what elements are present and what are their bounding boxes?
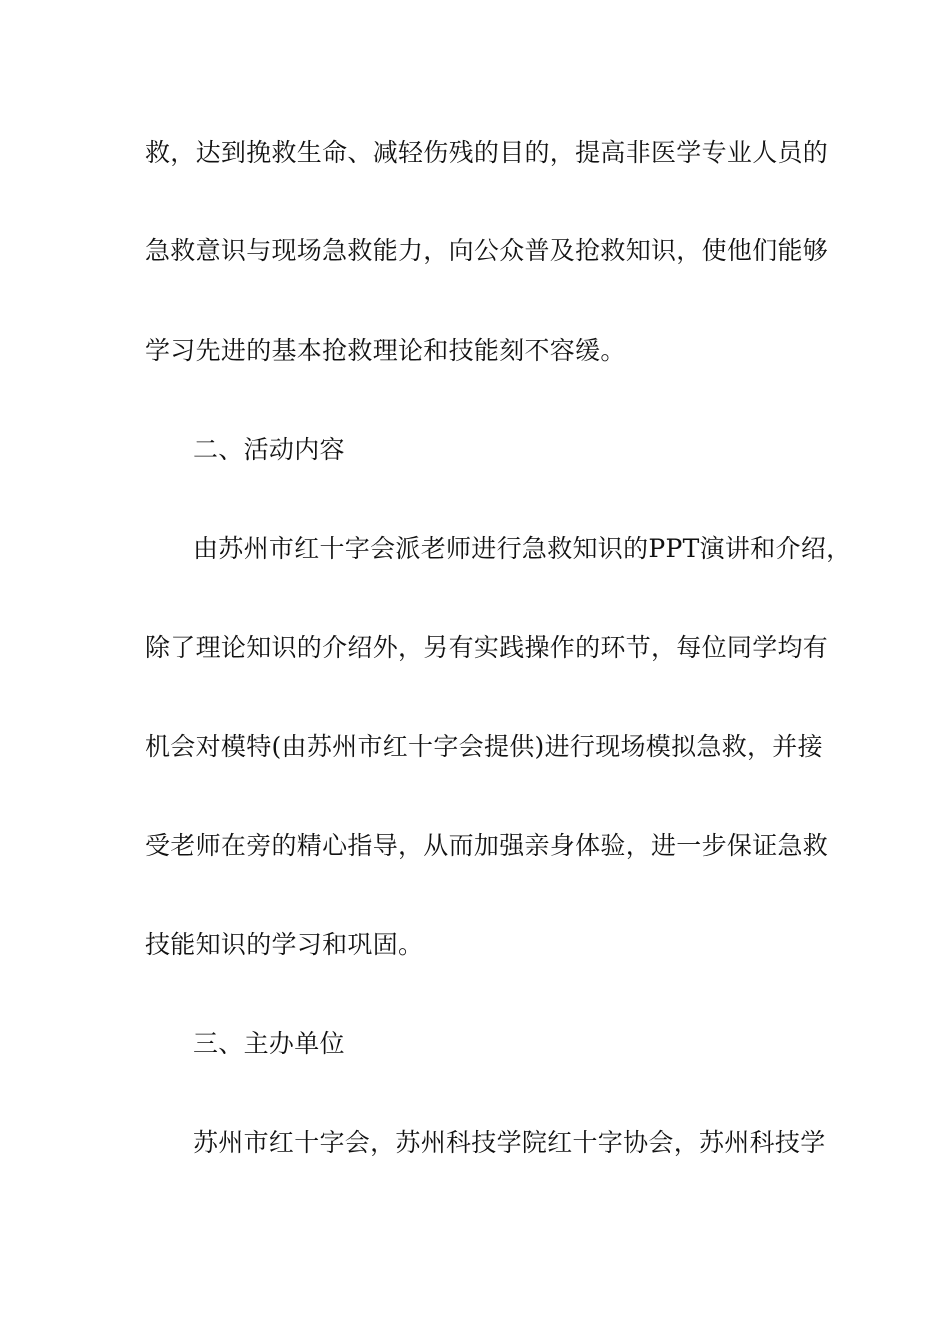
paragraph-line: 受老师在旁的精心指导，从而加强亲身体验，进一步保证急救	[145, 831, 829, 860]
paragraph-line: 急救意识与现场急救能力，向公众普及抢救知识，使他们能够	[145, 236, 829, 265]
paragraph-line: 由苏州市红十字会派老师进行急救知识的PPT演讲和介绍，	[193, 534, 852, 563]
paragraph-line: 除了理论知识的介绍外，另有实践操作的环节，每位同学均有	[145, 633, 829, 662]
paragraph-line: 救，达到挽救生命、减轻伤残的目的，提高非医学专业人员的	[145, 138, 829, 167]
section-heading: 三、主办单位	[193, 1029, 345, 1058]
section-heading: 二、活动内容	[193, 435, 345, 464]
paragraph-line: 技能知识的学习和巩固。	[145, 930, 424, 959]
paragraph-line: 苏州市红十字会，苏州科技学院红十字协会，苏州科技学	[193, 1128, 826, 1157]
paragraph-line: 学习先进的基本抢救理论和技能刻不容缓。	[145, 336, 626, 365]
paragraph-line: 机会对模特(由苏州市红十字会提供)进行现场模拟急救，并接	[145, 732, 823, 761]
